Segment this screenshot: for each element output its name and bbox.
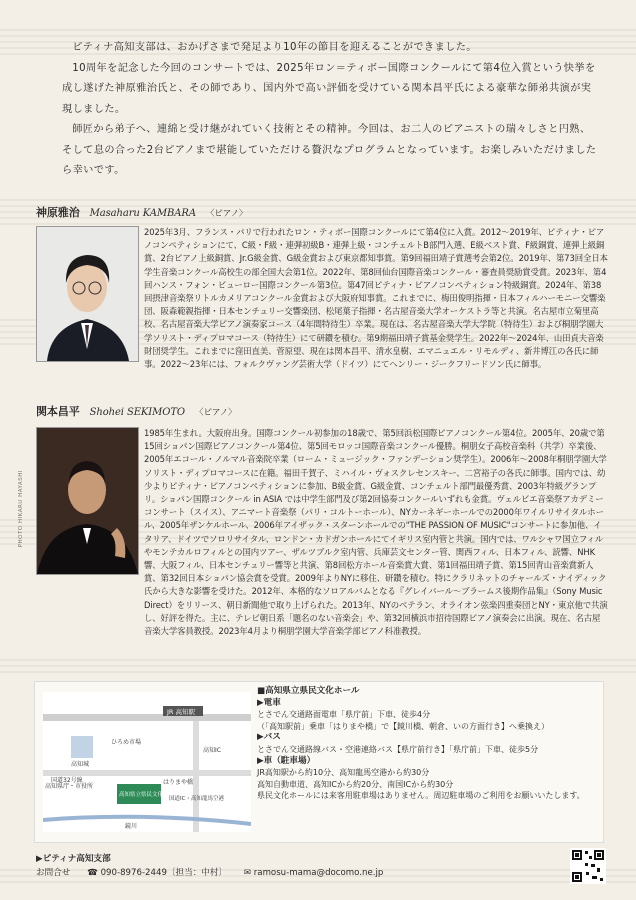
map-label-harimaya: はりまや橋 <box>163 779 194 786</box>
performer-name: 神原雅治 <box>36 206 80 219</box>
kambara-photo <box>36 226 139 362</box>
intro-paragraph: ピティナ高知支部は、おかげさまで発足より10年の節目を迎えることができました。 <box>72 42 477 53</box>
car-line: JR高知駅から約10分、高知龍馬空港から約30分 <box>257 768 430 778</box>
photo-credit: PHOTO HIKARU HAYASHI <box>18 470 24 548</box>
map-label-jr: JR 高知駅 <box>167 708 195 716</box>
venue-title: ■高知県立県民文化ホール <box>257 686 360 696</box>
contact-label: お問合せ <box>36 868 71 878</box>
map-label-kochijo: 高知城 <box>71 761 90 768</box>
performer-roman-name: Shohei SEKIMOTO <box>89 407 186 418</box>
performer-name: 関本昌平 <box>36 405 80 418</box>
intro-section <box>62 38 598 182</box>
email-icon: ✉ <box>243 868 252 878</box>
performer-roman-name: Masaharu KAMBARA <box>89 208 196 219</box>
map-label-kochi-ic: 国道IC・高知龍馬空港 <box>169 796 224 802</box>
map-label-hiromi: ひろめ市場 <box>111 739 142 746</box>
bus-heading: ▶バス <box>257 732 281 743</box>
sekimoto-photo <box>36 427 139 575</box>
bio-header <box>36 405 608 420</box>
car-heading: ▶車（駐車場） <box>257 755 316 766</box>
bio-text: 1985年生まれ。大阪府出身。国際コンクール初参加の18歳で、第5回浜松国際ピアノコンクール第4位。2005年、20歳で第15回ショパン国際ピアノコンクール第4位、第5回モロッコ国際音楽コンクール優勝。桐朋女子高校音楽科（共学）卒業後、2005年エコール・ノルマル音楽院卒業（ローム・ミュージック・ファンデーション奨学生）。2006年～2008年桐朋学園大学ソリスト・ディプロマコースに在籍。福田千賀子、ミハイル・ヴォスクレセンスキー、二宮裕子の各氏に師事。国内では、幼少よりピティナ・ピアノコンペティションに参加、B級金賞、G級金賞、コンチェルト部門最優秀賞、2003年特級グランプリ。ショパン国際コンクール in ASIA では中学生部門及び第2回協奏コンクールいずれも金賞。ヴェルビエ音楽祭アカデミーコンサート（スイス）、アニマート音楽祭（パリ・コルトーホール）、NYカーネギーホールでの2000年ワイルリサイタルホール、2005年ザンケルホール、2006年アイザック・スターンホールでの"THE PASSION OF MUSIC"コンサートに参加他、イタリア、ドイツでソロリサイタル、ロンドン・カドガンホールにてイギリス室内管と共演。国内では、ワルシャワ国立フィルやモンテカルロフィルとの国内ツアー、ザルツブルク室内管、兵庫芸文センター管、関西フィル、日本フィル、読響、NHK響、大阪フィル、日本センチュリー響等と共演、第8回松方ホール音楽賞大賞、第1回福田靖子賞、第15回青山音楽賞新人賞、第32回日本ショパン協会賞を受賞。2009年よりNYに移住、研鑽を積む。特にクラリネットのチャールズ・ナイディック氏から大きな影響を受けた。2012年、本格的なソロアルバムとなる『グレイバール～ブラームス後期作品集』（Sony Music Direct）をリリース、朝日新聞他で取り上げられた。2013年、NYのベテラン、オライオン弦楽四重奏団とNY・東京他で共演し、好評を得た。主に、テレビ朝日系「題名のない音楽会」や、第32回横浜市招待国際ピアノ演奏会に出演。現在、名古屋音楽大学客員教授。2023年4月より桐朋学園大学音楽学部ピアノ科准教授。 <box>144 428 608 637</box>
access-info-box <box>34 681 604 843</box>
phone-number[interactable]: 090-8976-2449〔担当：中村〕 <box>100 868 228 878</box>
bio-text: 2025年3月、フランス・パリで行われたロン・ティボー国際コンクールにて第4位に入賞。2012～2019年、ピティナ・ピアノコンペティションにて、C級・F級・連弾初級B・連弾上級・コンチェルトB部門入選、E級ベスト賞、F級銅賞、連弾上級銅賞、2台ピアノ上級銅賞、Jr.G級金賞、G級金賞および東京都知事賞。第9回福田靖子賞選考会第2位。2019年、第73回全日本学生音楽コンクール高校生の部全国大会第1位。2022年、第8回仙台国際音楽コンクール・審査員奨励賞受賞。2023年、第4回ハンス・フォン・ビューロー国際コンクール第3位。第47回ピティナ・ピアノコンペティション特級銅賞。2024年、第38回摂津音楽祭リトルカメリアコンクール金賞および大阪府知事賞。これまでに、梅田俊明指揮・日本フィルハーモニー交響楽団、阪森範親指揮・日本センチュリー交響楽団、松尾葉子指揮・名古屋音楽大学オーケストラ等と共演。名古屋市立菊里高校、名古屋音楽大学ピアノ演奏家コース（4年間特待生）卒業。現在は、名古屋音楽大学大学院（特待生）および桐朋学園大学ソリスト・ディプロマコース（特待生）にて研鑽を積む。第9期福田靖子賞基金奨学生。2022年～2024年、山田貞夫音楽財団奨学生。これまでに窪田直美、菅原望、現在は関本昌平、清水皇樹、エマニュエル・リモルディ、新井博江の各氏に師事。2022～23年には、フォルクヴァング芸術大学（ドイツ）にてヘンリー・ジークフリードソン氏に師事。 <box>144 227 608 370</box>
train-line: とさでん交通路面電車「県庁前」下車、徒歩4分 <box>257 710 431 720</box>
qr-code[interactable] <box>570 848 606 884</box>
phone-icon: ☎ <box>87 868 98 878</box>
train-heading: ▶電車 <box>257 697 281 708</box>
map-label-route32: 国道32号線 <box>51 777 83 784</box>
performer-role: 〈ピアノ〉 <box>205 209 248 219</box>
map-label-hall: 高知県立県民文化ホール <box>119 792 180 798</box>
train-line: （「高知駅前」乗車「はりまや橋」で【鏡川橋、朝倉、いの方面行き】へ乗換え） <box>257 721 549 731</box>
map-label-river: 鏡川 <box>125 823 138 830</box>
bio-kambara <box>36 206 608 406</box>
bus-line: とさでん交通路線バス・空港連絡バス【県庁前行き】「県庁前」下車、徒歩5分 <box>257 744 539 754</box>
footer-contact <box>36 852 606 880</box>
intro-paragraph: 10周年を記念した今回のコンサートでは、2025年ロン＝ティボー国際コンクールにて第4位入賞という快挙を成し遂げた神原雅治氏と、その師であり、国内外で高い評価を受けている関本昌平氏による豪華な師弟共演が実現しました。 <box>62 62 596 115</box>
map-label-kencho: 高知県庁・市役所 <box>45 783 94 790</box>
map-label-koko-ic: 高知IC <box>203 747 221 754</box>
venue-map <box>43 692 251 832</box>
contact-line <box>36 866 606 880</box>
bio-sekimoto <box>36 405 608 665</box>
car-line: 高知自動車道、高知ICから約20分、南国ICから約30分 <box>257 779 454 789</box>
bio-header <box>36 206 608 221</box>
email-address[interactable]: ramosu-mama@docomo.ne.jp <box>253 868 384 878</box>
intro-paragraph: 師匠から弟子へ、連綿と受け継がれていく技術とその精神。今回は、お二人のピアニストの瑞々しさと円熟、そして息の合った2台ピアノまで堪能していただける贅沢なプログラムとなっています。お楽しみいただけましたら幸いです。 <box>62 124 597 176</box>
car-line: 県民文化ホールには来客用駐車場はありません。周辺駐車場のご利用をお願いいたします。 <box>257 791 585 801</box>
performer-role: 〈ピアノ〉 <box>195 408 237 418</box>
org-name: ▶ピティナ高知支部 <box>36 854 111 864</box>
access-text <box>257 686 597 802</box>
